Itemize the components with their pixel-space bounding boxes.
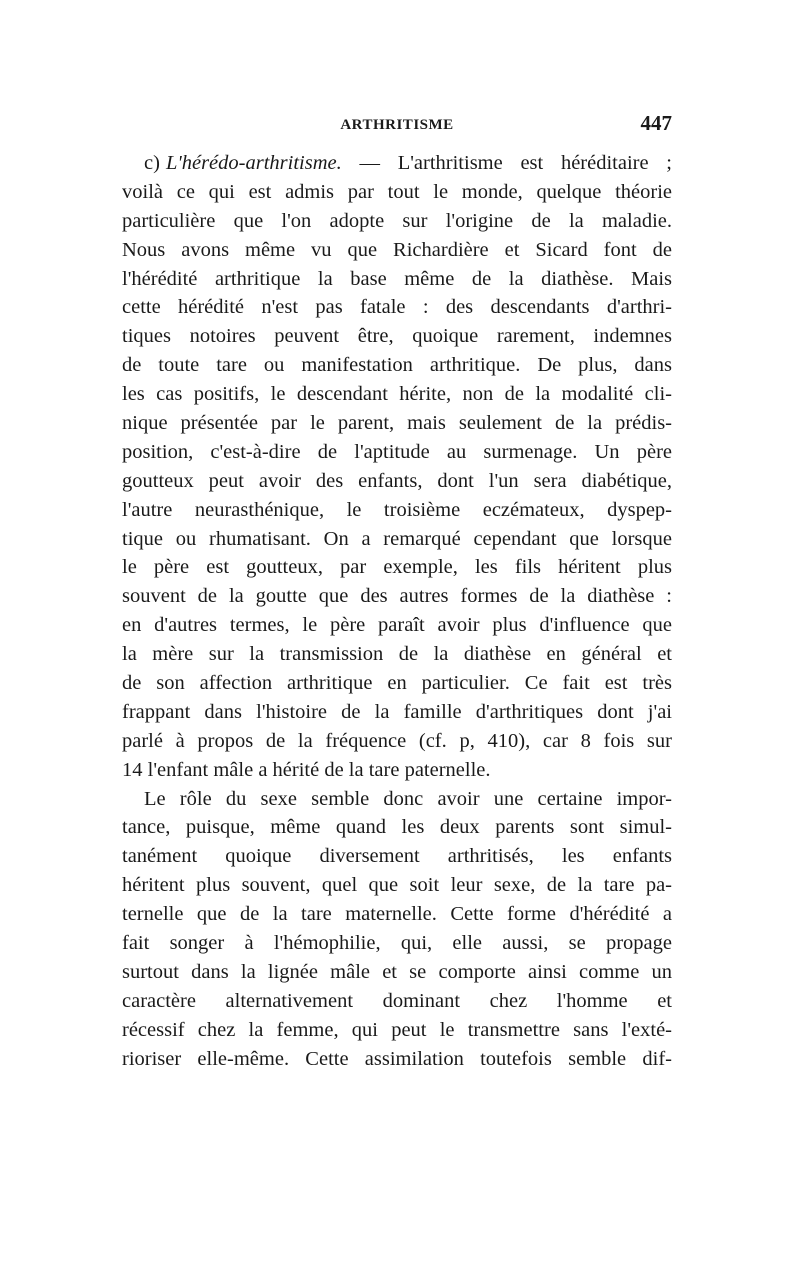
text-line: tiques notoires peuvent être, quoique rarement, indemnes	[122, 325, 672, 348]
text-line-content: — L'arthritisme est héréditaire ;	[359, 152, 672, 174]
text-line: tique ou rhumatisant. On a remarqué cependant que lorsque	[122, 527, 672, 550]
text-line: Nous avons même vu que Richardière et Sicard font de	[122, 238, 672, 261]
text-line: parlé à propos de la fréquence (cf. p, 410), car 8 fois sur	[122, 729, 672, 752]
text-line: nique présentée par le parent, mais seulement de la prédis-	[122, 412, 672, 435]
text-line: héritent plus souvent, quel que soit leur sexe, de la tare pa-	[122, 874, 672, 897]
running-head	[122, 111, 672, 136]
running-title: ARTHRITISME	[340, 117, 454, 133]
text-line	[122, 149, 672, 178]
text-line: ternelle que de la tare maternelle. Cette forme d'hérédité a	[122, 903, 672, 926]
text-line: tance, puisque, même quand les deux parents sont simul-	[122, 816, 672, 839]
text-line: tanément quoique diversement arthritisés, les enfants	[122, 845, 672, 868]
text-line: récessif chez la femme, qui peut le transmettre sans l'exté-	[122, 1018, 672, 1041]
text-line: de son affection arthritique en particulier. Ce fait est très	[122, 672, 672, 695]
text-line: Le rôle du sexe semble donc avoir une certaine impor-	[144, 787, 672, 810]
text-line: souvent de la goutte que des autres formes de la diathèse :	[122, 585, 672, 608]
text-line: frappant dans l'histoire de la famille d'arthritiques dont j'ai	[122, 700, 672, 723]
text-line: la mère sur la transmission de la diathèse en général et	[122, 643, 672, 666]
text-line: fait songer à l'hémophilie, qui, elle aussi, se propage	[122, 932, 672, 955]
text-line: 14 l'enfant mâle a hérité de la tare paternelle.	[122, 758, 491, 781]
text-line: l'autre neurasthénique, le troisième eczémateux, dyspep-	[122, 498, 672, 521]
text-line: goutteux peut avoir des enfants, dont l'un sera diabétique,	[122, 469, 672, 492]
section-title: L'hérédo-arthritisme.	[165, 152, 342, 174]
text-line: cette hérédité n'est pas fatale : des descendants d'arthri-	[122, 296, 672, 319]
text-line: les cas positifs, le descendant hérite, non de la modalité cli-	[122, 383, 672, 406]
text-line: particulière que l'on adopte sur l'origine de la maladie.	[122, 209, 672, 232]
text-line: voilà ce qui est admis par tout le monde, quelque théorie	[122, 180, 672, 203]
section-marker: c)	[144, 152, 160, 174]
text-line: en d'autres termes, le père paraît avoir plus d'influence que	[122, 614, 672, 637]
text-line: rioriser elle-même. Cette assimilation toutefois semble dif-	[122, 1047, 672, 1070]
text-line: surtout dans la lignée mâle et se comporte ainsi comme un	[122, 960, 672, 983]
text-line: le père est goutteux, par exemple, les fils héritent plus	[122, 556, 672, 579]
text-line: caractère alternativement dominant chez l'homme et	[122, 989, 672, 1012]
text-line: l'hérédité arthritique la base même de la diathèse. Mais	[122, 267, 672, 290]
text-line: de toute tare ou manifestation arthritique. De plus, dans	[122, 354, 672, 377]
text-line: position, c'est-à-dire de l'aptitude au surmenage. Un père	[122, 440, 672, 463]
page-number: 447	[640, 111, 672, 135]
body-text	[122, 149, 672, 1074]
